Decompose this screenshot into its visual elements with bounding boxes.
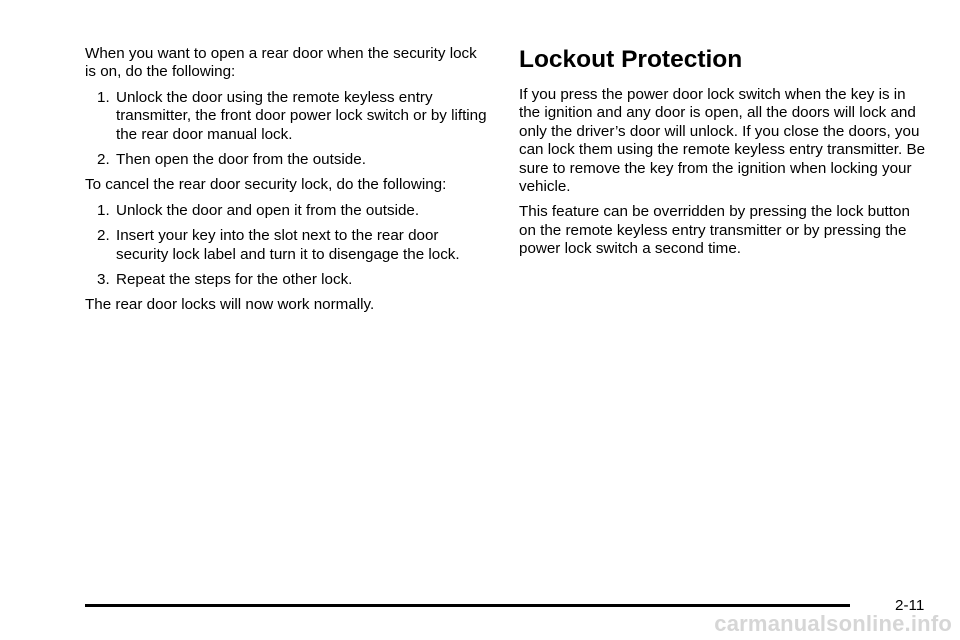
step-text: Repeat the steps for the other lock. (116, 271, 353, 289)
right-column (519, 46, 929, 266)
step-number: 3. (97, 271, 110, 289)
list-item (85, 151, 490, 169)
step-number: 1. (97, 88, 110, 106)
footer-rule (85, 604, 850, 607)
section-heading: Lockout Protection (519, 46, 743, 73)
list-item (85, 271, 490, 289)
watermark: carmanualsonline.info (714, 611, 952, 636)
step-text: Unlock the door and open it from the outside. (116, 201, 420, 219)
lockout-paragraph-1: If you press the power door lock switch when the key is in the ignition and any door is open, all the doors will lock and only the driver’s door will unlock. If you close the doors, you can lock them using the remote keyless entry transmitter. Be sure to remove the key from the ignition when locking your vehicle. (519, 86, 926, 196)
cancel-security-lock-intro: To cancel the rear door security lock, do the following: (85, 176, 447, 194)
step-number: 1. (97, 201, 110, 219)
list-item (85, 89, 490, 144)
closing-note: The rear door locks will now work normally. (85, 296, 375, 314)
list-item (85, 227, 490, 264)
left-column (85, 45, 490, 322)
step-text: Then open the door from the outside. (116, 151, 366, 169)
open-rear-door-intro: When you want to open a rear door when the security lock is on, do the following: (85, 45, 477, 81)
step-text: Unlock the door using the remote keyless entry transmitter, the front door power lock switch or by lifting the rear door manual lock. (116, 88, 487, 143)
list-item (85, 202, 490, 220)
step-number: 2. (97, 151, 110, 169)
step-text: Insert your key into the slot next to the rear door security lock label and turn it to disengage the lock. (116, 227, 460, 263)
cancel-security-lock-steps (85, 202, 490, 290)
lockout-paragraph-2: This feature can be overridden by pressing the lock button on the remote keyless entry transmitter or by pressing the power lock switch a second time. (519, 203, 910, 258)
step-number: 2. (97, 227, 110, 245)
open-rear-door-steps (85, 89, 490, 170)
page-number: 2-11 (895, 597, 925, 614)
